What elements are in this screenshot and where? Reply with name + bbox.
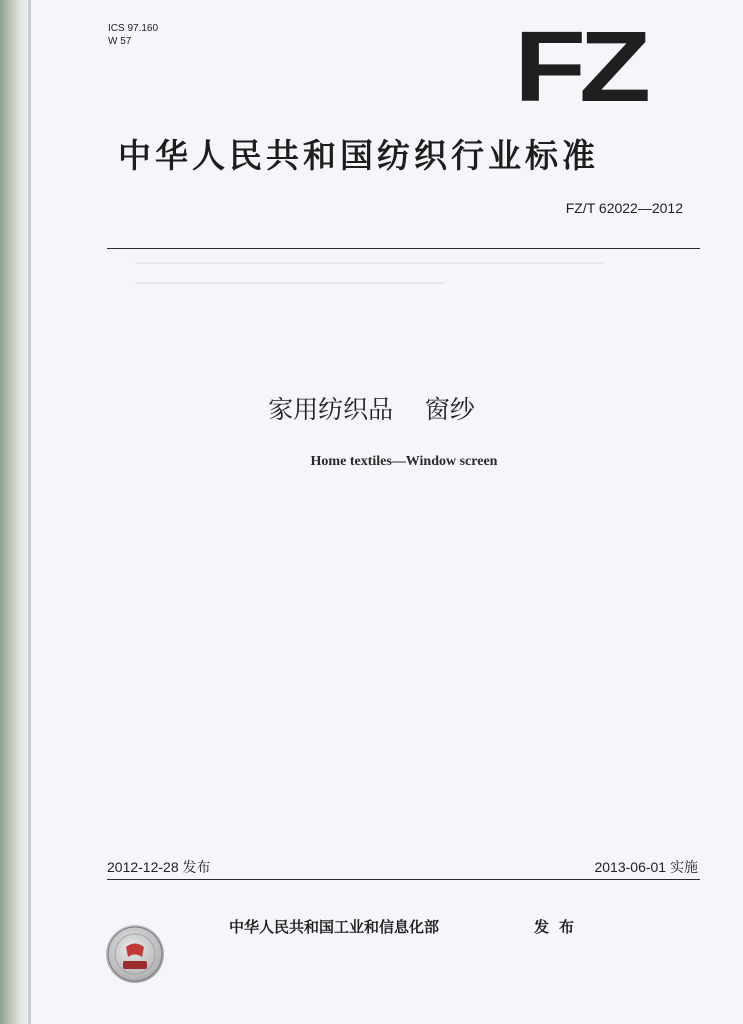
issue-date: 2012-12-28 发布 (107, 859, 211, 875)
classification-codes (108, 22, 158, 48)
publish-label: 发布 (534, 918, 585, 936)
book-spine (0, 0, 28, 1024)
document-title-chinese: 家用纺织品 窗纱 (268, 395, 475, 424)
issuer-title: 中华人民共和国纺织行业标准 (118, 136, 599, 175)
show-through-line (135, 282, 445, 284)
fz-logo: FZ (514, 11, 645, 123)
publisher-name: 中华人民共和国工业和信息化部 (229, 918, 440, 936)
show-through-line (135, 262, 605, 264)
document-title-english: Home textiles—Window screen (310, 454, 498, 469)
header-divider (107, 248, 700, 249)
ccs-code: W 57 (108, 36, 132, 47)
seal-icon (106, 925, 164, 983)
effective-date: 2013-06-01 实施 (594, 859, 698, 875)
footer-divider (107, 879, 700, 880)
anti-counterfeit-seal (106, 925, 164, 983)
ics-code: ICS 97.160 (108, 23, 159, 34)
standard-number: FZ/T 62022—2012 (565, 200, 683, 216)
